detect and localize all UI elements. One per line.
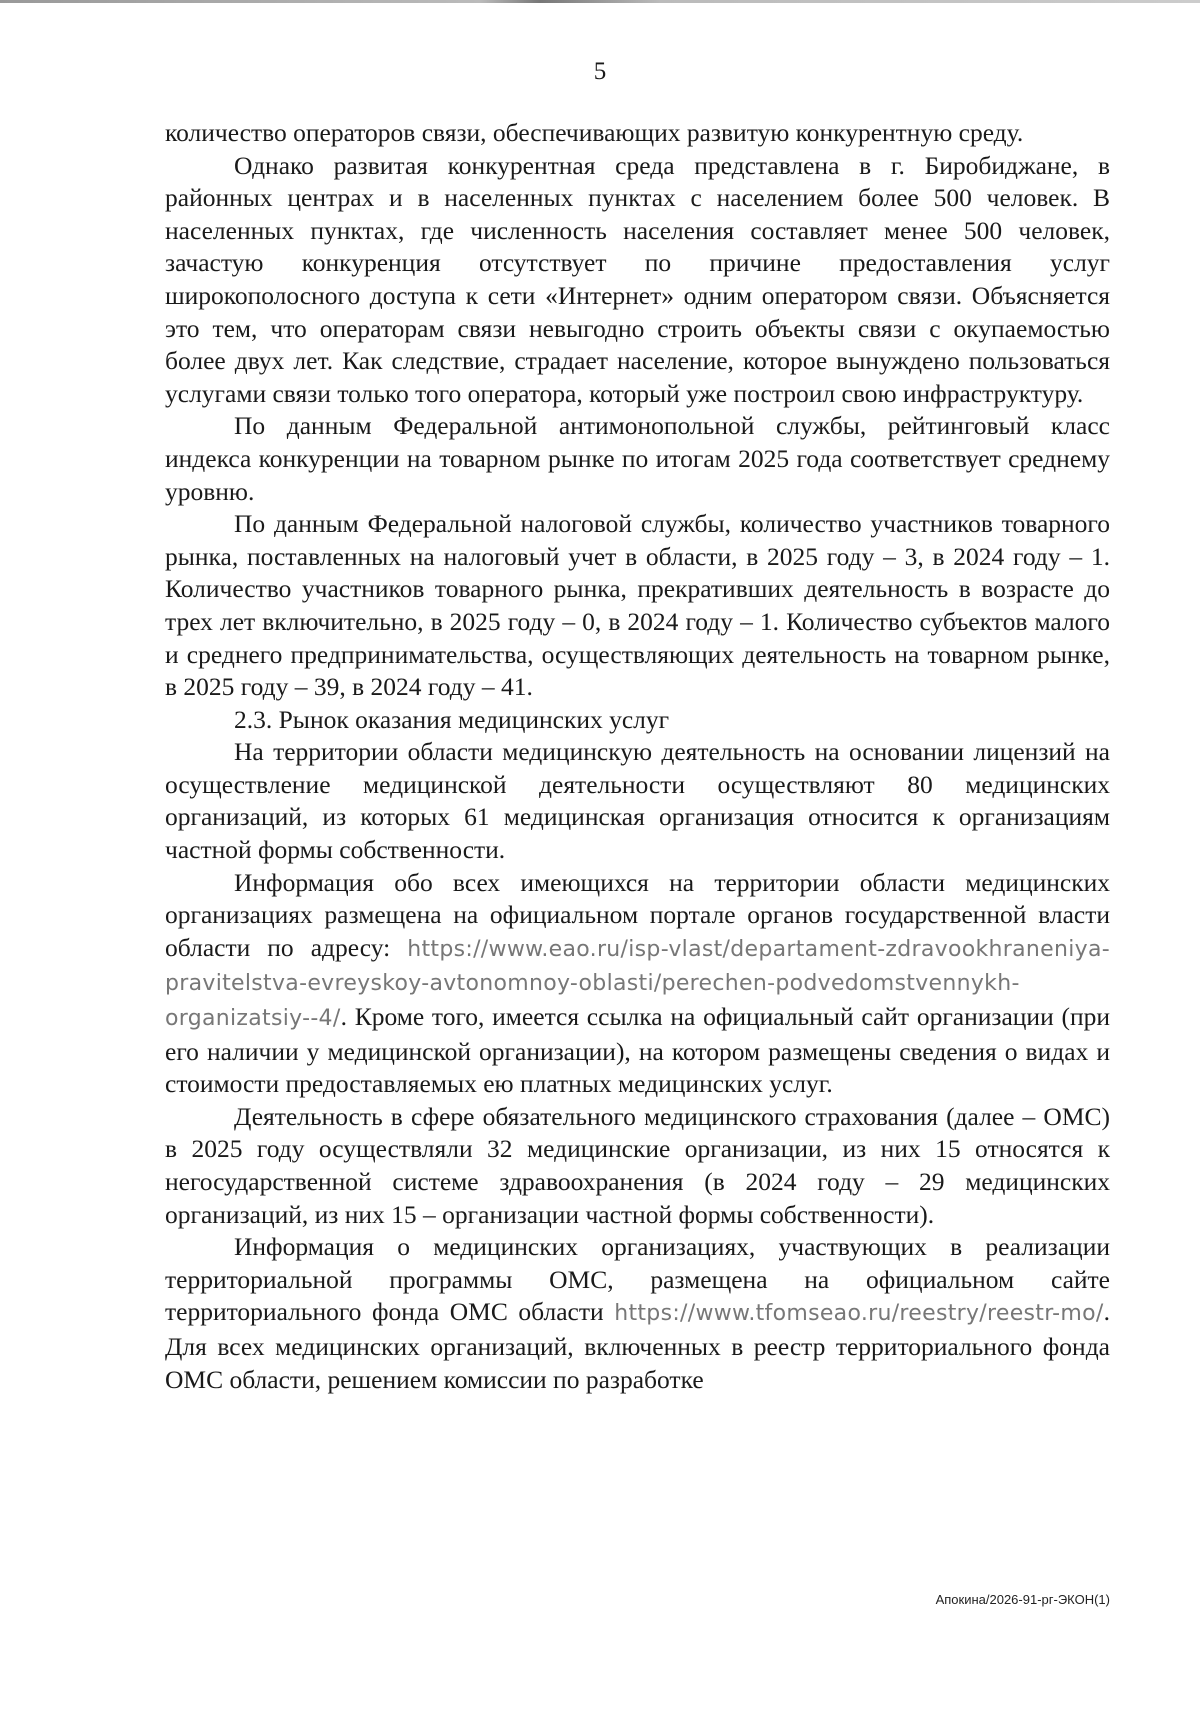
paragraph-competition-environment: Однако развитая конкурентная среда представлена в г. Биробиджане, в районных центрах и в населенных пунктах с населением более 500 человек. В населенных пунктах, где численность населения составляет менее 500 человек, зачастую конкуренция отсутствует по причине предоставления услуг широкополосного доступа к сети «Интернет» одним оператором связи. Объясняется это тем, что операторам связи невыгодно строить объекты связи с окупаемостью более двух лет. Как следствие, страдает население, которое вынуждено пользоваться услугами связи только того оператора, который уже построил свою инфраструктуру. xyxy=(165,150,1110,408)
tfoms-url-link[interactable]: https://www.tfomseao.ru/reestry/reestr-mo/ xyxy=(614,1301,1104,1327)
page-number: 5 xyxy=(593,58,607,85)
section-heading-medical-services: 2.3. Рынок оказания медицинских услуг xyxy=(234,704,670,734)
paragraph-text: . Для всех медицинских организаций, включенных в реестр территориального фонда ОМС области, решением комиссии по разработке xyxy=(165,1297,1110,1394)
paragraph-oms-registry-info xyxy=(165,1231,1110,1396)
paragraph-medical-licenses: На территории области медицинскую деятельность на основании лицензий на осуществление медицинской деятельности осуществляют 80 медицинских организаций, из которых 61 медицинская организация относится к организациям частной формы собственности. xyxy=(165,737,1110,865)
paragraph-continuation: количество операторов связи, обеспечивающих развитую конкурентную среду. xyxy=(165,118,1024,147)
portal-url-link[interactable]: https://www.eao.ru/isp-vlast/departament-zdravookhraneniya-pravitelstva-evreyskoy-avtonomnoy-oblasti/perechen-podvedomstvennykh-organizatsiy--4/ xyxy=(165,936,1110,1032)
paragraph-text: Информация о медицинских организациях, участвующих в реализации территориальной программы ОМС, размещена на официальном сайте территориального фонда ОМС области xyxy=(165,1232,1110,1327)
paragraph-medical-portal-info xyxy=(165,867,1110,1101)
paragraph-text: . Кроме того, имеется ссылка на официальный сайт организации (при его наличии у медицинской организации), на котором размещены сведения о видах и стоимости предоставляемых ею платных медицинских услуг. xyxy=(165,1002,1110,1099)
scan-edge-line xyxy=(0,0,1200,3)
document-footer-code: Апокина/2026-91-рг-ЭКОН(1) xyxy=(935,1592,1110,1607)
paragraph-fns-data: По данным Федеральной налоговой службы, количество участников товарного рынка, поставленных на налоговый учет в области, в 2025 году – 3, в 2024 году – 1. Количество участников товарного рынка, прекративших деятельность в возрасте до трех лет включительно, в 2025 году – 0, в 2024 году – 1. Количество субъектов малого и среднего предпринимательства, осуществляющих деятельность на товарном рынке, в 2025 году – 39, в 2024 году – 41. xyxy=(165,509,1110,702)
document-body xyxy=(165,117,1110,1396)
paragraph-fas-data: По данным Федеральной антимонопольной службы, рейтинговый класс индекса конкуренции на товарном рынке по итогам 2025 года соответствует среднему уровню. xyxy=(165,411,1110,506)
paragraph-text: Информация обо всех имеющихся на территории области медицинских организациях размещена на официальном портале органов государственной власти области по адресу: xyxy=(165,867,1110,962)
paragraph-oms-activity: Деятельность в сфере обязательного медицинского страхования (далее – ОМС) в 2025 году осуществляли 32 медицинские организации, из них 15 относятся к негосударственной системе здравоохранения (в 2024 году – 29 медицинских организаций, из них 15 – организации частной формы собственности). xyxy=(165,1101,1110,1229)
